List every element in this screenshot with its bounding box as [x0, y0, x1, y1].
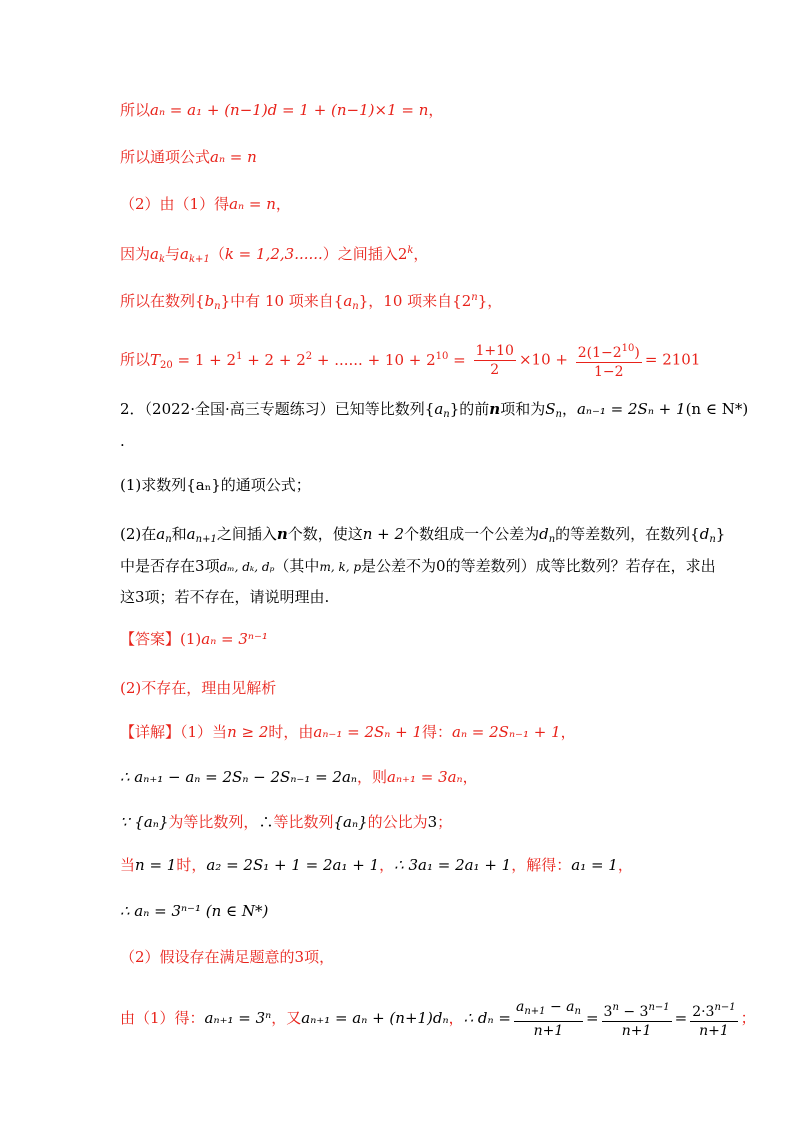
text: ， — [560, 723, 576, 741]
formula: a₂ = 2S₁ + 1 = 2a₁ + 1 — [206, 856, 380, 874]
text: ，解得： — [511, 856, 572, 874]
period: . — [120, 432, 125, 450]
formula: ∵ {aₙ} — [120, 813, 169, 831]
solution-line-3 — [120, 193, 291, 215]
formula: n — [489, 400, 501, 418]
text: ； — [740, 1009, 756, 1027]
formula: ∴ aₙ₊₁ − aₙ = 2Sₙ − 2Sₙ₋₁ = 2aₙ — [120, 768, 357, 786]
answer-tag: 【答案】 — [120, 630, 181, 648]
fraction: $\frac{2(1-2^{10})}{1-2}$ — [576, 340, 642, 381]
formula: ∴ 3a₁ = 2a₁ + 1 — [394, 856, 512, 874]
formula: n = 1 — [135, 856, 177, 874]
text: 所以 — [120, 101, 151, 119]
text: 之间插入 — [216, 525, 277, 543]
text: 得： — [422, 723, 453, 741]
text: ，又 — [271, 1009, 302, 1027]
problem-2-statement: 2．（2022·全国·高三专题练习）已知等比数列$\{a_n\}$的前n项和为$S_n$，aₙ₋₁ = 2Sₙ + 1(n ∈ N*) — [120, 400, 749, 420]
text: 个数，使这 — [287, 525, 363, 543]
question-2-line-3: 这3项；若不存在，请说明理由. — [120, 588, 330, 606]
text: 中是否存在 — [120, 557, 196, 575]
formula: = 2101 — [644, 350, 701, 369]
detail-line-4 — [120, 854, 633, 876]
text: 项， — [304, 948, 335, 966]
formula: aₙ = n — [210, 148, 257, 166]
formula: n ≥ 2 — [227, 723, 269, 741]
formula: {aₙ} — [333, 813, 368, 831]
text: ，则 — [357, 768, 388, 786]
formula: n + 2 — [362, 525, 405, 543]
text: ）之间插入 — [322, 245, 398, 263]
text: 项 — [204, 557, 220, 575]
formula: ∴ — [258, 813, 274, 831]
detail-line-7: 由（1）得：aₙ₊₁ = 3ⁿ，又aₙ₊₁ = aₙ + (n+1)dₙ，∴ dₙ = $\frac{a_{n+1} - a_n}{n+1}$ = $\frac{3^n - 3^{n-1}}{n+1}$ = $\frac{2\cdot 3^{n-1}}{n+1}$ ； — [120, 999, 756, 1039]
text: 项和为 — [500, 400, 546, 418]
text: ，10 项来自 — [368, 292, 453, 310]
formula: dₘ, dₖ, dₚ — [219, 560, 275, 574]
text: 所以在数列 — [120, 292, 196, 310]
solution-line-6: 所以$T_{20} = 1 + 2^1 + 2 + 2^2$ + ...... + $10 + 2^{10}$ = $\frac{1+10}{2}$ ×10 + $\frac{2(1-2^{10})}{1-2}$ = 2101 — [120, 340, 700, 381]
text: ， — [413, 245, 429, 263]
detail-line-6 — [120, 946, 334, 968]
formula: (n ∈ N*) — [685, 400, 749, 418]
text: 个数组成一个公差为 — [404, 525, 540, 543]
text: 所以通项公式 — [120, 148, 211, 166]
formula: 3 — [294, 948, 305, 966]
text: （其中 — [274, 557, 320, 575]
question-2-line-2 — [120, 555, 716, 578]
formula: ∴ aₙ = 3ⁿ⁻¹ (n ∈ N*) — [120, 902, 269, 920]
text: 当 — [120, 856, 136, 874]
formula: 0 — [436, 557, 446, 575]
text: ， — [462, 768, 478, 786]
fraction: $\frac{1+10}{2}$ — [475, 343, 514, 378]
solution-line-5: 所以在数列$\{b_n\}$中有 10 项来自$\{a_n\}$，10 项来自{2$^n$}， — [120, 292, 503, 312]
text: ， — [561, 400, 577, 418]
text: 中有 10 项来自 — [230, 292, 334, 310]
formula: ∴ dₙ = — [463, 1009, 511, 1027]
text: ； — [437, 813, 453, 831]
text: 与 — [165, 245, 181, 263]
formula: aₙ₋₁ = 2Sₙ + 1 — [576, 400, 686, 418]
detail-line-2 — [120, 766, 478, 788]
solution-line-4: 因为$a_k$与$a_{k+1}(k = 1,2,3......)$之间插入2$^k$， — [120, 245, 429, 265]
formula: 3 — [195, 557, 205, 575]
formula: 3 — [427, 813, 438, 831]
text: 因为 — [120, 245, 151, 263]
formula: n — [276, 525, 288, 543]
text: 为等比数列， — [168, 813, 259, 831]
detail-line-1 — [120, 721, 576, 743]
text: （2022·全国·高三专题练习）已知等比数列 — [144, 400, 425, 418]
text: （1）当 — [180, 723, 228, 741]
formula: k = 1,2,3...... — [224, 245, 323, 263]
answer-line-1 — [120, 628, 268, 650]
detail-line-5 — [120, 900, 268, 922]
fraction: $\frac{2\cdot 3^{n-1}}{n+1}$ — [690, 999, 737, 1040]
text: 的等差数列）成等比数列？若存在，求出 — [445, 557, 716, 575]
text: 的前 — [459, 400, 490, 418]
formula: aₙ₊₁ = aₙ + (n+1)dₙ — [301, 1009, 449, 1027]
text: 等比数列 — [273, 813, 334, 831]
text: 的等差数列，在数列 — [555, 525, 691, 543]
text: 时，由 — [268, 723, 314, 741]
fraction: $\frac{a_{n+1} - a_n}{n+1}$ — [515, 999, 581, 1039]
detail-tag: 【详解】 — [120, 723, 181, 741]
text: 和 — [171, 525, 187, 543]
formula: aₙ₊₁ = 3ⁿ — [204, 1009, 272, 1027]
text: 所以 — [120, 350, 151, 369]
text: 的公比为 — [367, 813, 428, 831]
question-2-line-1: (2)在$a_n$和$a_{n+1}$之间插入n个数，使这n + 2个数组成一个公差为$d_n$的等差数列，在数列$\{d_n\}$ — [120, 525, 726, 545]
text: 2． — [120, 400, 145, 418]
formula: aₙ = 2Sₙ₋₁ + 1 — [452, 723, 561, 741]
text: ， — [379, 856, 395, 874]
text: ， — [428, 101, 444, 119]
text: ， — [448, 1009, 464, 1027]
formula: aₙ = n — [229, 195, 276, 213]
formula: m, k, p — [319, 560, 362, 574]
answer-line-2: (2)不存在，理由见解析 — [120, 679, 277, 697]
formula: aₙ = a₁ + (n−1)d = 1 + (n−1)×1 = n — [150, 101, 429, 119]
text: 时， — [176, 856, 207, 874]
text: 由（1）得： — [120, 1009, 205, 1027]
text: （2）假设存在满足题意的 — [120, 948, 295, 966]
text: (1) — [180, 630, 202, 648]
formula: aₙ₋₁ = 2Sₙ + 1 — [313, 723, 422, 741]
solution-line-1 — [120, 99, 443, 121]
text: ， — [617, 856, 633, 874]
solution-line-2 — [120, 146, 257, 168]
formula: a₁ = 1 — [571, 856, 618, 874]
formula: aₙ₊₁ = 3aₙ — [387, 768, 463, 786]
text: （2）由（1）得 — [120, 195, 230, 213]
text: ， — [487, 292, 503, 310]
detail-line-3 — [120, 811, 452, 833]
question-1: (1)求数列{aₙ}的通项公式； — [120, 476, 311, 494]
text: (2)在 — [120, 525, 157, 543]
fraction: $\frac{3^n - 3^{n-1}}{n+1}$ — [602, 999, 672, 1040]
text: ， — [275, 195, 291, 213]
text: 是公差不为 — [361, 557, 437, 575]
formula: aₙ = 3ⁿ⁻¹ — [201, 630, 268, 648]
text: （ — [209, 245, 225, 263]
